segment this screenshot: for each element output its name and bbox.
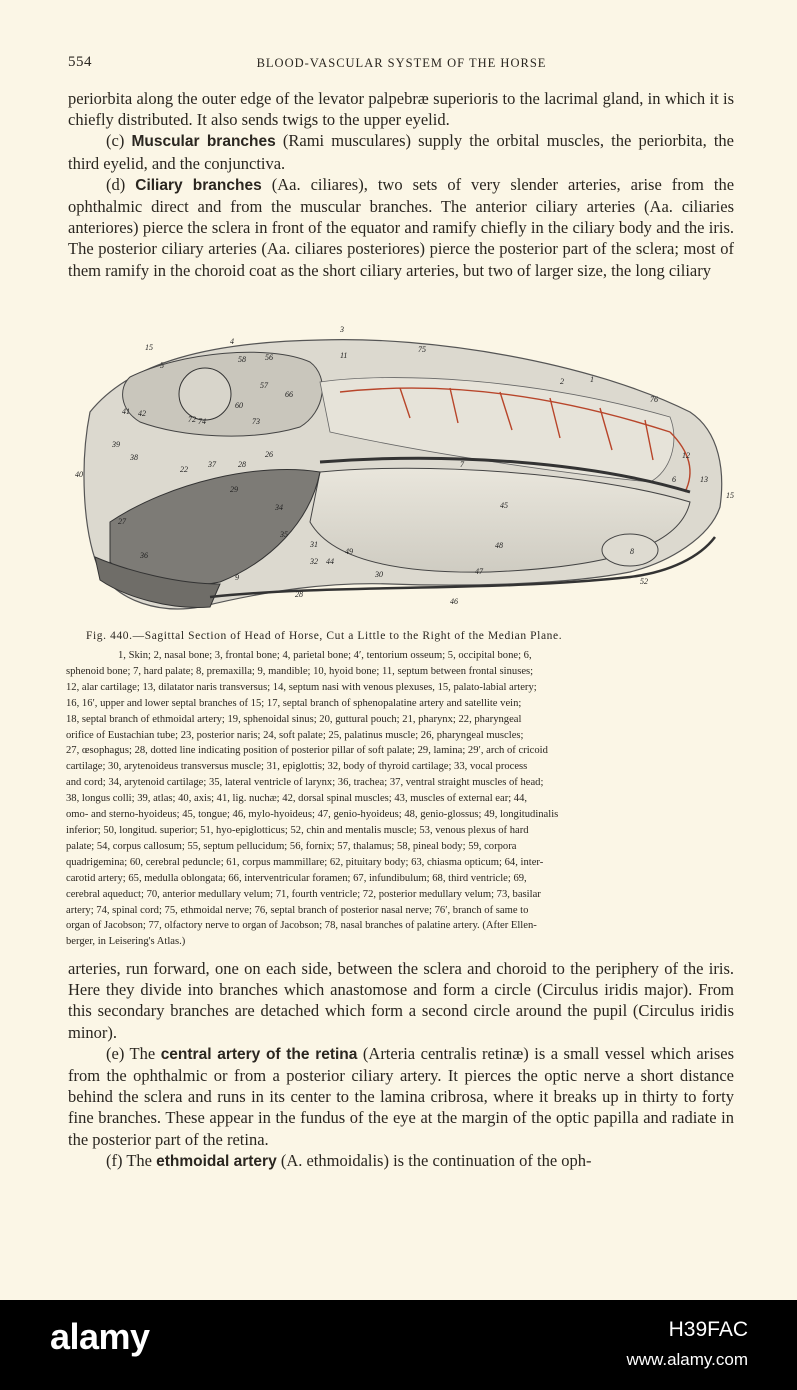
legend-line: inferior; 50, longitud. superior; 51, hyo-epiglotticus; 52, chin and mentalis muscle; 53, venous plexus of hard bbox=[66, 824, 529, 836]
paragraph-ciliary-branches: (d) Ciliary branches (Aa. ciliares), two sets of very slender arteries, arise from the ophthalmic direct and from the muscular branches. The anterior ciliary arteries (Aa. ciliaries anteriores) pierce the sclera in front of the equator and ramify chiefly in the ciliary body and the iris. The posterior ciliary arteries (Aa. ciliares posteriores) pierce the posterior part of the sclera; most of them ramify in the choroid coat as the short ciliary arteries, but two of larger size, the long ciliary bbox=[68, 174, 735, 280]
fig-label: 34 bbox=[275, 503, 283, 512]
fig-label: 48 bbox=[495, 541, 503, 550]
legend-line: cerebral aqueduct; 70, anterior medullary velum; 71, fourth ventricle; 72, posterior medullary velum; 73, basilar bbox=[66, 888, 541, 900]
fig-label: 41 bbox=[122, 407, 130, 416]
fig-label: 27 bbox=[118, 517, 126, 526]
fig-label: 11 bbox=[340, 351, 348, 360]
fig-label: 30 bbox=[375, 570, 383, 579]
paragraph-ethmoidal-artery: (f) The ethmoidal artery (A. ethmoidalis) is the continuation of the oph- bbox=[106, 1150, 592, 1170]
term-central-artery: central artery of the retina bbox=[160, 1045, 358, 1063]
fig-label: 46 bbox=[450, 597, 458, 606]
paragraph-arteries-forward: arteries, run forward, one on each side, between the sclera and choroid to the periphery of the iris. Here they divide into branches which anastomose and form a circle (Circulus iridis major). From this secondary branches are detached which form a second circle around the pupil (Circulus iridis minor). bbox=[68, 959, 734, 1042]
fig-label: 15 bbox=[726, 491, 734, 500]
fig-label: 29 bbox=[230, 485, 238, 494]
sagittal-section-figure bbox=[70, 322, 738, 612]
legend-line: 38, longus colli; 39, atlas; 40, axis; 41, lig. nuchæ; 42, dorsal spinal muscles; 43, muscles of external ear; 44, bbox=[66, 793, 528, 805]
legend-line: carotid artery; 65, medulla oblongata; 66, interventricular foramen; 67, infundibulum; 68, third ventricle; 69, bbox=[66, 872, 527, 884]
legend-line: organ of Jacobson; 77, olfactory nerve to organ of Jacobson; 78, nasal branches of palatine artery. (After Ellen- bbox=[66, 920, 537, 932]
running-title: BLOOD-VASCULAR SYSTEM OF THE HORSE bbox=[256, 56, 547, 70]
legend-line: orifice of Eustachian tube; 23, posterior naris; 24, soft palate; 25, palatinus muscle; 26, pharyngeal muscles; bbox=[66, 729, 524, 741]
fig-label: 60 bbox=[235, 401, 243, 410]
legend-line: and cord; 34, arytenoid cartilage; 35, lateral ventricle of larynx; 36, trachea; 37, ventral straight muscles of head; bbox=[66, 777, 544, 789]
fig-label: 47 bbox=[475, 567, 483, 576]
fig-label: 22 bbox=[180, 465, 188, 474]
term-ethmoidal-artery: ethmoidal artery bbox=[156, 1152, 277, 1170]
fig-label: 58 bbox=[238, 355, 246, 364]
fig-label: 42 bbox=[138, 409, 146, 418]
legend-line: palate; 54, corpus callosum; 55, septum pellucidum; 56, fornix; 57, thalamus; 58, pineal body; 59, corpora bbox=[66, 840, 517, 852]
cerebellum bbox=[179, 368, 231, 420]
figure-legend bbox=[66, 648, 734, 950]
legend-line: quadrigemina; 60, cerebral peduncle; 61, corpus mammillare; 62, pituitary body; 63, chiasma opticum; 64, inter- bbox=[66, 856, 544, 868]
fig-label: 4 bbox=[230, 337, 234, 346]
fig-label: 13 bbox=[700, 475, 708, 484]
fig-label: 2 bbox=[560, 377, 564, 386]
figure-caption-title: Fig. 440.—Sagittal Section of Head of Horse, Cut a Little to the Right of the Median Plane. bbox=[86, 630, 563, 642]
fig-label: 9 bbox=[235, 573, 239, 582]
fig-label: 40 bbox=[75, 470, 83, 479]
fig-label: 6 bbox=[672, 475, 676, 484]
fig-label: 12 bbox=[682, 451, 690, 460]
fig-label: 15 bbox=[145, 343, 153, 352]
term-ciliary-branches: Ciliary branches bbox=[135, 176, 262, 194]
legend-line: cartilage; 30, arytenoideus transversus muscle; 31, epiglottis; 32, body of thyroid cartilage; 33, vocal process bbox=[66, 761, 528, 773]
fig-label: 35 bbox=[280, 530, 288, 539]
watermark-image-id: H39FAC bbox=[668, 1318, 748, 1341]
watermark-url: www.alamy.com bbox=[626, 1350, 748, 1369]
paragraph-muscular-branches: (c) Muscular branches (Rami musculares) supply the orbital muscles, the periorbita, the third eyelid, and the conjunctiva. bbox=[68, 131, 735, 173]
fig-label: 3 bbox=[340, 325, 344, 334]
fig-label: 7 bbox=[460, 460, 464, 469]
fig-label: 44 bbox=[326, 557, 334, 566]
fig-label: 52 bbox=[640, 577, 648, 586]
fig-label: 45 bbox=[500, 501, 508, 510]
paragraph-periorbita: periorbita along the outer edge of the levator palpebræ superioris to the lacrimal gland, in which it is chiefly distributed. It also sends twigs to the upper eyelid. bbox=[68, 89, 734, 130]
paragraph-central-artery: (e) The central artery of the retina (Arteria centralis retinæ) is a small vessel which arises from the ophthalmic or from a posterior ciliary artery. It pierces the optic nerve a short distance behind the sclera and runs in its center to the lamina cribrosa, where it breaks up in thirty to forty fine branches. These appear in the fundus of the eye at the margin of the optic papilla and radiate in the posterior part of the retina. bbox=[68, 1043, 735, 1149]
legend-line: 16, 16′, upper and lower septal branches of 15; 17, septal branch of sphenopalatine artery and satellite vein; bbox=[66, 697, 522, 709]
legend-line: 1, Skin; 2, nasal bone; 3, frontal bone; 4, parietal bone; 4′, tentorium osseum; 5, occipital bone; 6, bbox=[118, 650, 532, 661]
page-header bbox=[68, 54, 735, 76]
legend-line: sphenoid bone; 7, hard palate; 8, premaxilla; 9, mandible; 10, hyoid bone; 11, septum between frontal sinuses; bbox=[66, 665, 534, 677]
fig-label: 38 bbox=[130, 453, 138, 462]
fig-label: 49 bbox=[345, 547, 353, 556]
page-number: 554 bbox=[68, 54, 92, 70]
fig-label: 1 bbox=[590, 375, 594, 384]
legend-line: artery; 74, spinal cord; 75, ethmoidal nerve; 76, septal branch of posterior nasal nerve; 76′, branch of same to bbox=[66, 904, 529, 916]
fig-label: 28 bbox=[238, 460, 246, 469]
fig-label: 72 bbox=[188, 415, 196, 424]
fig-label: 66 bbox=[285, 390, 293, 399]
watermark-logo: alamy bbox=[50, 1316, 150, 1357]
bottom-text-block bbox=[68, 958, 734, 1172]
legend-line: berger, in Leisering's Atlas.) bbox=[66, 936, 186, 948]
fig-label: 39 bbox=[112, 440, 120, 449]
legend-line: 18, septal branch of ethmoidal artery; 19, sphenoidal sinus; 20, guttural pouch; 21, pharynx; 22, pharyngeal bbox=[66, 713, 522, 725]
fig-label: 28 bbox=[295, 590, 303, 599]
fig-label: 31 bbox=[310, 540, 318, 549]
fig-label: 8 bbox=[630, 547, 634, 556]
fig-label: 5 bbox=[160, 361, 164, 370]
term-muscular-branches: Muscular branches bbox=[131, 133, 276, 151]
fig-label: 76 bbox=[650, 395, 658, 404]
fig-label: 36 bbox=[140, 551, 148, 560]
top-text-block bbox=[68, 88, 734, 281]
legend-line: 27, œsophagus; 28, dotted line indicating position of posterior pillar of soft palate; 29, lamina; 29′, arch of cricoid bbox=[66, 745, 548, 757]
fig-label: 56 bbox=[265, 353, 273, 362]
fig-label: 57 bbox=[260, 381, 268, 390]
fig-label: 74 bbox=[198, 417, 206, 426]
fig-label: 75 bbox=[418, 345, 426, 354]
fig-label: 26 bbox=[265, 450, 273, 459]
fig-label: 73 bbox=[252, 417, 260, 426]
legend-line: 12, alar cartilage; 13, dilatator naris transversus; 14, septum nasi with venous plexuses, 15, palato-labial artery; bbox=[66, 681, 537, 693]
fig-label: 32 bbox=[310, 557, 318, 566]
legend-line: omo- and sterno-hyoideus; 45, tongue; 46, mylo-hyoideus; 47, genio-hyoideus; 48, genio-glossus; 49, longitudinalis bbox=[66, 809, 559, 821]
fig-label: 37 bbox=[208, 460, 216, 469]
